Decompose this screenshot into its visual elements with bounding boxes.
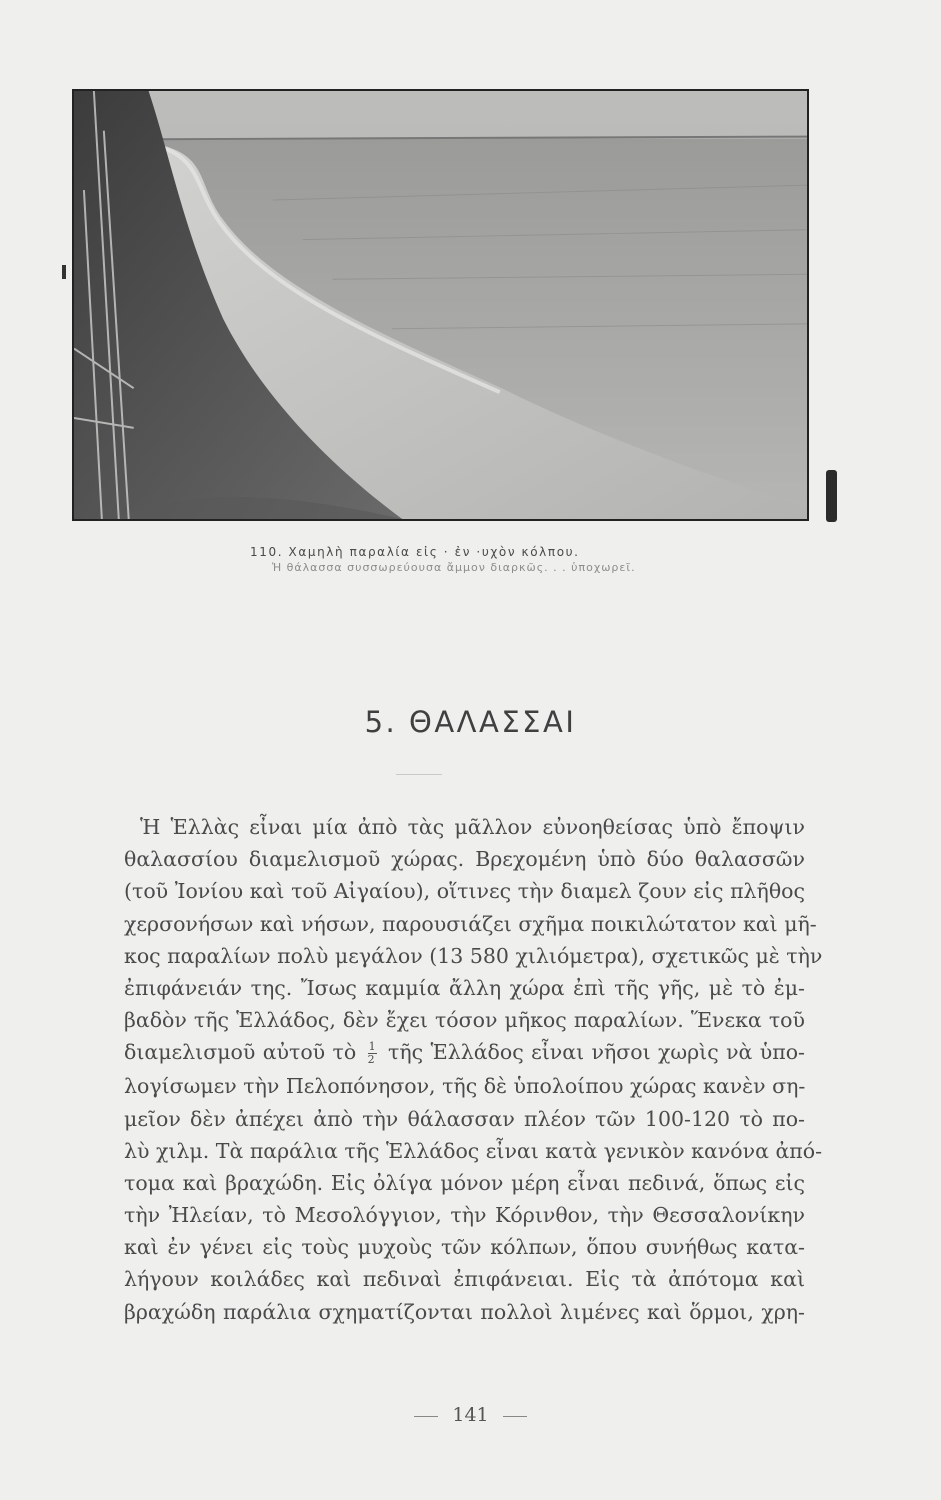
text-line: τομα καὶ βραχώδη. Εἰς ὀλίγα μόνον μέρη εἶναι πεδινά, ὅπως εἰς [124, 1170, 805, 1195]
body-paragraph [124, 811, 823, 1328]
dash-right [503, 1416, 527, 1417]
text-line: λογίσωμεν τὴν Πελοπόνησον, τῆς δὲ ὑπολοίπου χώρας κανὲν ση- [124, 1074, 806, 1099]
text-segment: τῆς Ἑλλάδος εἶναι νῆσοι χωρὶς νὰ ὑπο- [388, 1040, 805, 1065]
fraction-one-half [368, 1041, 377, 1066]
text-line: βαδὸν τῆς Ἑλλάδος, δὲν ἔχει τόσον μῆκος παραλίων. Ἕνεκα τοῦ [124, 1008, 805, 1033]
beach-photograph [72, 89, 809, 521]
text-line: χερσονήσων καὶ νήσων, παρουσιάζει σχῆμα ποικιλώτατον καὶ μῆ- [124, 911, 817, 936]
text-line: καὶ ἐν γένει εἰς τοὺς μυχοὺς τῶν κόλπων, ὅπου συνήθως κατα- [124, 1235, 805, 1260]
text-line: λὺ χιλμ. Τὰ παράλια τῆς Ἑλλάδος εἶναι κατὰ γενικὸν κανόνα ἀπό- [124, 1138, 823, 1163]
text-line: θαλασσίου διαμελισμοῦ χώρας. Βρεχομένη ὑπὸ δύο θαλασσῶν [124, 847, 805, 872]
text-line-with-fraction [124, 1036, 805, 1070]
text-line: ἐπιφάνειάν της. Ἴσως καμμία ἄλλη χώρα ἐπὶ τῆς γῆς, μὲ τὸ ἐμ- [124, 975, 805, 1000]
scan-edge-mark-left [62, 265, 66, 279]
caption-title: 110. Χαμηλὴ παραλία εἰς · ἐν ·υχὸν κόλπου. [250, 545, 580, 559]
dash-left [414, 1416, 438, 1417]
text-line: Ἡ Ἑλλὰς εἶναι μία ἀπὸ τὰς μᾶλλον εὐνοηθείσας ὑπὸ ἔποψιν [140, 815, 805, 839]
text-line: (τοῦ Ἰονίου καὶ τοῦ Αἰγαίου), οἵτινες τὴν διαμελ ζουν εἰς πλῆθος [124, 879, 805, 904]
title-divider [396, 774, 442, 775]
caption-description: Ἡ θάλασσα συσσωρεύουσα ἄμμον διαρκῶς. . . ὑποχωρεῖ. [272, 561, 636, 574]
text-line: κος παραλίων πολὺ μεγάλον (13 580 χιλιόμετρα), σχετικῶς μὲ τὴν [124, 943, 823, 968]
text-line: τὴν Ἠλείαν, τὸ Μεσολόγγιον, τὴν Κόρινθον, τὴν Θεσσαλονίκην [124, 1203, 805, 1228]
figure-caption [250, 545, 710, 574]
page-number-value: 141 [452, 1404, 489, 1426]
text-line: λήγουν κοιλάδες καὶ πεδιναὶ ἐπιφάνειαι. Εἰς τὰ ἀπότομα καὶ [124, 1267, 805, 1292]
scan-edge-mark [826, 470, 837, 522]
fraction-numerator: 1 [368, 1040, 376, 1054]
fraction-denominator: 2 [367, 1053, 375, 1067]
text-line: βραχώδη παράλια σχηματίζονται πολλοὶ λιμένες καὶ ὅρμοι, χρη- [124, 1299, 805, 1324]
text-segment: διαμελισμοῦ αὐτοῦ τὸ [124, 1040, 357, 1065]
section-title: 5. ΘΑΛΑΣΣΑΙ [364, 705, 577, 739]
beach-photo-image [74, 91, 807, 519]
text-line: μεῖον δὲν ἀπέχει ἀπὸ τὴν θάλασσαν πλέον τῶν 100-120 τὸ πο- [124, 1106, 805, 1131]
page-number [0, 1404, 941, 1426]
